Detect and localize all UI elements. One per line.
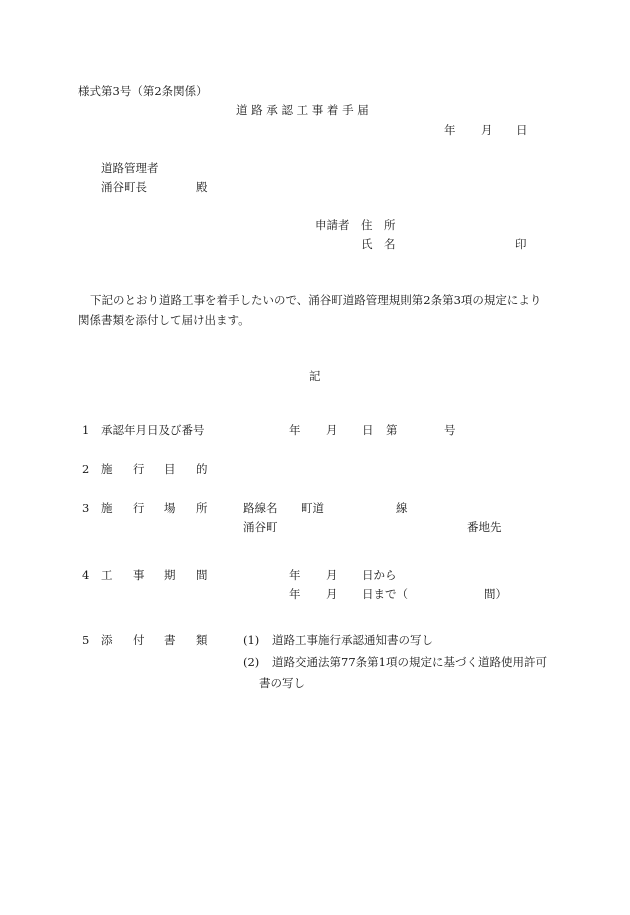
item-number: 5 (82, 633, 90, 647)
date-day-label: 日 (516, 123, 528, 137)
item-number: 4 (82, 568, 90, 582)
form-number: 様式第3号（第2条関係） (78, 84, 208, 98)
attachment-text: 道路工事施行承認通知書の写し (272, 633, 433, 647)
approval-go-label: 号 (444, 423, 456, 437)
addressee-honorific: 殿 (196, 180, 208, 194)
approval-dai-label: 第 (386, 423, 398, 437)
addressee-name: 涌谷町長 (101, 180, 147, 194)
form-title: 道 路 承 認 工 事 着 手 届 (236, 103, 369, 117)
town-label: 涌谷町 (243, 520, 278, 534)
start-day-label: 日から (362, 568, 397, 582)
item-number: 2 (82, 462, 90, 476)
item-label-char: 場 (164, 501, 176, 515)
item-label-char: 期 (164, 568, 176, 582)
item-label-char: 書 (164, 633, 176, 647)
attachment-text-continued: 書の写し (259, 676, 305, 690)
end-month-label: 月 (326, 587, 338, 601)
item-label-char: 工 (101, 568, 113, 582)
item-label-char: 目 (164, 462, 176, 476)
start-year-label: 年 (289, 568, 301, 582)
item-label-char: 的 (196, 462, 208, 476)
attachment-marker: (2) (243, 655, 260, 669)
item-label-char: 施 (101, 462, 113, 476)
route-type-label: 町道 (301, 501, 324, 515)
route-name-label: 路線名 (243, 501, 278, 515)
start-month-label: 月 (326, 568, 338, 582)
item-label-char: 類 (196, 633, 208, 647)
item-label: 承認年月日及び番号 (101, 423, 205, 437)
item-label-char: 施 (101, 501, 113, 515)
item-number: 1 (82, 423, 90, 437)
seal-mark: 印 (515, 237, 527, 251)
approval-year-label: 年 (289, 423, 301, 437)
approval-day-label: 日 (362, 423, 374, 437)
item-label-char: 所 (196, 501, 208, 515)
body-line-2: 関係書類を添付して届け出ます。 (78, 313, 250, 327)
attachment-marker: (1) (243, 633, 260, 647)
attachment-text: 道路交通法第77条第1項の規定に基づく道路使用許可 (272, 655, 547, 669)
applicant-label: 申請者 (315, 218, 350, 232)
applicant-address-label: 住 所 (361, 218, 396, 232)
addressee-title: 道路管理者 (101, 161, 159, 175)
item-label-char: 付 (133, 633, 145, 647)
applicant-name-label: 氏 名 (361, 237, 396, 251)
approval-month-label: 月 (326, 423, 338, 437)
date-year-label: 年 (444, 123, 456, 137)
duration-close-label: 間） (484, 587, 507, 601)
item-label-char: 事 (133, 568, 145, 582)
item-label-char: 行 (133, 462, 145, 476)
item-label-char: 添 (101, 633, 113, 647)
ki-heading: 記 (309, 369, 321, 383)
address-suffix-label: 番地先 (467, 520, 502, 534)
item-number: 3 (82, 501, 90, 515)
route-line-label: 線 (396, 501, 408, 515)
date-month-label: 月 (481, 123, 493, 137)
end-year-label: 年 (289, 587, 301, 601)
item-label-char: 行 (133, 501, 145, 515)
end-day-label: 日まで（ (362, 587, 408, 601)
body-line-1: 下記のとおり道路工事を着手したいので、涌谷町道路管理規則第2条第3項の規定により (90, 293, 542, 307)
item-label-char: 間 (196, 568, 208, 582)
